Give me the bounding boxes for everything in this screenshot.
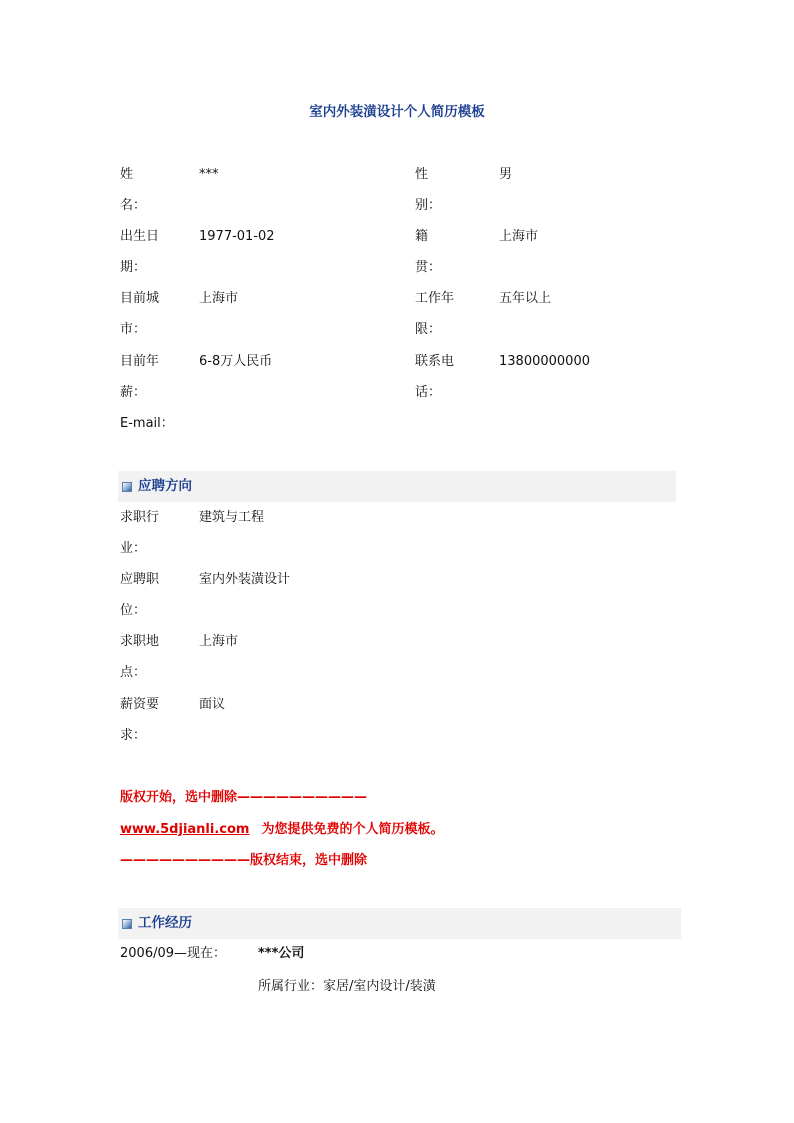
years-label: 工作年 [415, 291, 455, 306]
position-label-cont: 位： [120, 603, 147, 618]
expected-salary-label-cont: 求： [120, 728, 147, 743]
experience-period: 2006/09—现在： [120, 946, 227, 961]
birth-label-cont: 期： [120, 260, 147, 275]
company-name: ***公司 [258, 946, 305, 961]
expected-salary-label: 薪资要 [120, 697, 160, 712]
salary-label: 目前年 [120, 354, 160, 369]
name-label-cont: 名： [120, 198, 147, 213]
native-label-cont: 贯： [415, 260, 442, 275]
city-value: 上海市 [199, 291, 239, 306]
industry-value: 建筑与工程 [199, 510, 265, 525]
name-value: *** [199, 167, 219, 182]
industry-label: 求职行 [120, 510, 160, 525]
phone-label: 联系电 [415, 354, 455, 369]
gender-value: 男 [499, 167, 513, 182]
position-label: 应聘职 [120, 572, 160, 587]
job-intent-title: 应聘方向 [138, 478, 192, 494]
location-label: 求职地 [120, 634, 160, 649]
page-title: 室内外装潢设计个人简历模板 [309, 104, 485, 120]
native-value: 上海市 [499, 229, 539, 244]
experience-header [118, 908, 681, 939]
gender-label-cont: 别： [415, 198, 442, 213]
copyright-start: 版权开始，选中删除—————————— [120, 790, 368, 805]
name-label: 姓 [120, 167, 134, 182]
industry-label-cont: 业： [120, 541, 147, 556]
position-value: 室内外装潢设计 [199, 572, 291, 587]
copyright-end: ——————————版权结束，选中删除 [120, 853, 368, 868]
site-link[interactable]: www.5djianli.com [120, 822, 250, 837]
section-bullet-icon [122, 482, 132, 492]
expected-salary-value: 面议 [199, 697, 226, 712]
phone-value: 13800000000 [499, 354, 590, 369]
location-value: 上海市 [199, 634, 239, 649]
years-label-cont: 限： [415, 322, 442, 337]
salary-label-cont: 薪： [120, 385, 147, 400]
experience-title: 工作经历 [138, 915, 192, 931]
salary-value: 6-8万人民币 [199, 354, 273, 369]
native-label: 籍 [415, 229, 429, 244]
section-bullet-icon [122, 919, 132, 929]
company-industry: 所属行业：家居/室内设计/装潢 [258, 979, 436, 994]
years-value: 五年以上 [499, 291, 552, 306]
location-label-cont: 点： [120, 665, 147, 680]
site-text: 为您提供免费的个人简历模板。 [261, 822, 444, 837]
gender-label: 性 [415, 167, 429, 182]
copyright-line [120, 822, 443, 838]
birth-label: 出生日 [120, 229, 160, 244]
phone-label-cont: 话： [415, 385, 442, 400]
job-intent-header [118, 471, 676, 502]
city-label-cont: 市： [120, 322, 147, 337]
city-label: 目前城 [120, 291, 160, 306]
email-label: E-mail： [120, 416, 174, 431]
birth-value: 1977-01-02 [199, 229, 275, 244]
